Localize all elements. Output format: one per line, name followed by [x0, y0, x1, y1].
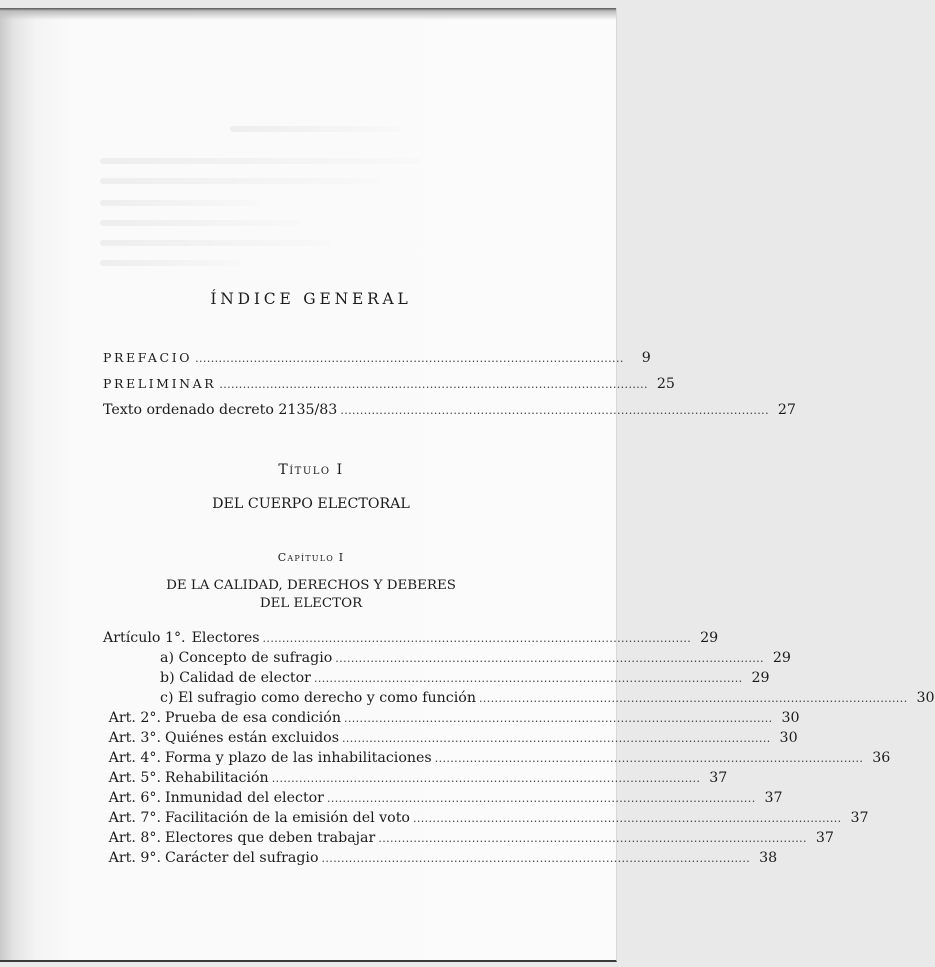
toc-article-8[interactable] — [103, 828, 834, 848]
page-top-shadow — [0, 8, 616, 20]
article-page: 37 — [850, 810, 869, 826]
article-number: Art. 8°. — [108, 830, 161, 846]
leader-dots: .............................................................................................................. — [262, 632, 692, 645]
article-number: Art. 6°. — [108, 790, 161, 806]
capitulo-heading: Capítulo I — [277, 551, 345, 564]
article-number: Art. 5°. — [108, 770, 161, 786]
show-through — [100, 200, 260, 206]
article-number: Art. 7°. — [108, 810, 161, 826]
toc-subentry[interactable] — [103, 668, 770, 688]
toc-entry-texto-ordenado[interactable] — [103, 400, 796, 420]
titulo-heading: Título I — [278, 462, 344, 478]
article-label: Quiénes están excluidos — [165, 730, 339, 746]
show-through — [100, 178, 380, 184]
toc-article-6[interactable] — [103, 788, 783, 808]
toc-entry-preliminar[interactable] — [103, 374, 675, 394]
capitulo-name-line2: DEL ELECTOR — [259, 596, 363, 611]
article-page: 38 — [759, 850, 778, 866]
toc-entry-label: Texto ordenado decreto 2135/83 — [103, 402, 338, 418]
article-page: 29 — [700, 630, 719, 646]
leader-dots: .............................................................................................................. — [321, 852, 751, 865]
show-through — [100, 240, 330, 246]
article-label: Electores — [191, 630, 260, 646]
article-page: 29 — [772, 650, 791, 666]
article-label: Forma y plazo de las inhabilitaciones — [165, 750, 432, 766]
toc-entry-prefacio[interactable] — [103, 348, 651, 368]
article-page: 36 — [872, 750, 891, 766]
toc-entry-label: PREFACIO — [103, 350, 193, 365]
capitulo-name-line1: DE LA CALIDAD, DERECHOS Y DEBERES — [166, 578, 456, 593]
article-label: Carácter del sufragio — [165, 850, 319, 866]
article-page: 30 — [781, 710, 800, 726]
article-number: Artículo 1°. — [103, 630, 186, 646]
article-number: Art. 3°. — [108, 730, 161, 746]
toc-article-9[interactable] — [103, 848, 778, 868]
leader-dots: .............................................................................................................. — [478, 692, 908, 705]
toc-entry-page: 25 — [656, 376, 675, 392]
article-label: Facilitación de la emisión del voto — [165, 810, 410, 826]
article-page: 30 — [916, 690, 935, 706]
toc-subentry[interactable] — [103, 648, 791, 668]
toc-article-7[interactable] — [103, 808, 869, 828]
leader-dots: .............................................................................................................. — [378, 832, 807, 845]
article-number: Art. 4°. — [108, 750, 161, 766]
toc-article-3[interactable] — [103, 728, 798, 748]
article-page: 30 — [779, 730, 798, 746]
show-through — [100, 220, 300, 226]
index-title: ÍNDICE GENERAL — [210, 290, 412, 308]
toc-article-2[interactable] — [103, 708, 800, 728]
leader-dots: .............................................................................................................. — [219, 378, 648, 391]
toc-subentry[interactable] — [103, 688, 935, 708]
article-page: 37 — [764, 790, 783, 806]
show-through — [100, 260, 240, 266]
leader-dots: .............................................................................................................. — [335, 652, 764, 665]
toc-article-4[interactable] — [103, 748, 891, 768]
article-label: Electores que deben trabajar — [165, 830, 376, 846]
leader-dots: .............................................................................................................. — [195, 352, 624, 365]
article-label: Inmunidad del elector — [165, 790, 324, 806]
leader-dots: .............................................................................................................. — [434, 752, 864, 765]
article-page: 37 — [709, 770, 728, 786]
leader-dots: .............................................................................................................. — [412, 812, 842, 825]
article-label: Prueba de esa condición — [165, 710, 341, 726]
article-number: Art. 9°. — [108, 850, 161, 866]
leader-dots: .............................................................................................................. — [341, 732, 771, 745]
article-page: 37 — [815, 830, 834, 846]
article-number: Art. 2°. — [108, 710, 161, 726]
article-page: 29 — [751, 670, 770, 686]
toc-entry-label: PRELIMINAR — [103, 376, 217, 391]
toc-entry-page: 9 — [641, 350, 651, 366]
show-through — [230, 126, 400, 132]
leader-dots: .............................................................................................................. — [271, 772, 701, 785]
subentry-label: a) Concepto de sufragio — [160, 650, 333, 666]
leader-dots: .............................................................................................................. — [313, 672, 743, 685]
article-label: Rehabilitación — [165, 770, 269, 786]
toc-article-5[interactable] — [103, 768, 728, 788]
titulo-name: DEL CUERPO ELECTORAL — [212, 496, 410, 512]
subentry-label: b) Calidad de elector — [160, 670, 311, 686]
toc-entry-page: 27 — [777, 402, 796, 418]
toc-article-1[interactable] — [103, 628, 719, 648]
leader-dots: .............................................................................................................. — [326, 792, 756, 805]
leader-dots: .............................................................................................................. — [343, 712, 773, 725]
show-through — [100, 158, 420, 164]
leader-dots: .............................................................................................................. — [340, 404, 769, 417]
subentry-label: c) El sufragio como derecho y como función — [160, 690, 476, 706]
